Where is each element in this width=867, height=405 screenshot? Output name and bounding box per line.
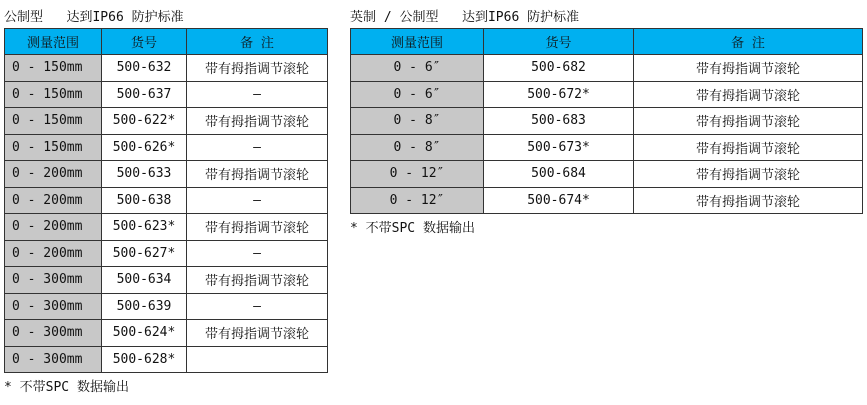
range-cell: 0 - 200mm: [5, 161, 102, 188]
note-cell: —: [187, 240, 328, 267]
table-row: [351, 108, 863, 135]
range-cell: 0 - 300mm: [5, 267, 102, 294]
table-header-row: [5, 29, 328, 55]
part-number-cell: 500-632: [102, 55, 187, 82]
note-cell: 带有拇指调节滚轮: [634, 187, 863, 214]
note-cell: 带有拇指调节滚轮: [187, 320, 328, 347]
range-cell: 0 - 300mm: [5, 293, 102, 320]
note-cell: —: [187, 187, 328, 214]
metric-spec-block: [4, 8, 328, 398]
header-range: 测量范围: [5, 29, 102, 55]
note-cell: 带有拇指调节滚轮: [634, 134, 863, 161]
table-row: [5, 214, 328, 241]
range-cell: 0 - 200mm: [5, 187, 102, 214]
part-number-cell: 500-628*: [102, 346, 187, 373]
imperial-footnote: * 不带SPC 数据输出: [350, 221, 475, 236]
note-cell: 带有拇指调节滚轮: [187, 161, 328, 188]
header-part-number: 货号: [102, 29, 187, 55]
note-cell: —: [187, 293, 328, 320]
range-cell: 0 - 150mm: [5, 81, 102, 108]
note-cell: 带有拇指调节滚轮: [187, 267, 328, 294]
range-cell: 0 - 150mm: [5, 108, 102, 135]
imperial-table-title: 英制 / 公制型 达到IP66 防护标准: [350, 10, 580, 25]
metric-spec-table: [4, 28, 328, 373]
table-row: [5, 293, 328, 320]
range-cell: 0 - 300mm: [5, 346, 102, 373]
part-number-cell: 500-627*: [102, 240, 187, 267]
part-number-cell: 500-674*: [484, 187, 634, 214]
part-number-cell: 500-624*: [102, 320, 187, 347]
note-cell: 带有拇指调节滚轮: [187, 108, 328, 135]
part-number-cell: 500-637: [102, 81, 187, 108]
range-cell: 0 - 200mm: [5, 240, 102, 267]
table-row: [5, 134, 328, 161]
note-cell: 带有拇指调节滚轮: [634, 81, 863, 108]
note-cell: 带有拇指调节滚轮: [187, 214, 328, 241]
note-cell: —: [187, 134, 328, 161]
table-row: [351, 187, 863, 214]
table-header-row: [351, 29, 863, 55]
part-number-cell: 500-633: [102, 161, 187, 188]
table-row: [5, 267, 328, 294]
range-cell: 0 - 200mm: [5, 214, 102, 241]
table-row: [5, 320, 328, 347]
note-cell: 带有拇指调节滚轮: [634, 55, 863, 82]
part-number-cell: 500-683: [484, 108, 634, 135]
note-cell: 带有拇指调节滚轮: [634, 161, 863, 188]
range-cell: 0 - 12″: [351, 187, 484, 214]
part-number-cell: 500-684: [484, 161, 634, 188]
table-row: [351, 134, 863, 161]
part-number-cell: 500-682: [484, 55, 634, 82]
table-row: [5, 161, 328, 188]
table-row: [351, 81, 863, 108]
table-row: [5, 81, 328, 108]
part-number-cell: 500-638: [102, 187, 187, 214]
header-part-number: 货号: [484, 29, 634, 55]
imperial-spec-table: [350, 28, 863, 214]
range-cell: 0 - 6″: [351, 55, 484, 82]
table-row: [5, 55, 328, 82]
range-cell: 0 - 300mm: [5, 320, 102, 347]
range-cell: 0 - 150mm: [5, 134, 102, 161]
range-cell: 0 - 6″: [351, 81, 484, 108]
range-cell: 0 - 12″: [351, 161, 484, 188]
imperial-spec-block: [350, 8, 863, 239]
note-cell: 带有拇指调节滚轮: [187, 55, 328, 82]
table-row: [351, 161, 863, 188]
note-cell: [187, 346, 328, 373]
table-row: [351, 55, 863, 82]
header-note: 备 注: [187, 29, 328, 55]
part-number-cell: 500-673*: [484, 134, 634, 161]
note-cell: 带有拇指调节滚轮: [634, 108, 863, 135]
part-number-cell: 500-634: [102, 267, 187, 294]
range-cell: 0 - 8″: [351, 108, 484, 135]
table-row: [5, 240, 328, 267]
part-number-cell: 500-622*: [102, 108, 187, 135]
metric-table-title: 公制型 达到IP66 防护标准: [4, 10, 184, 25]
table-row: [5, 346, 328, 373]
metric-footnote: * 不带SPC 数据输出: [4, 380, 129, 395]
range-cell: 0 - 8″: [351, 134, 484, 161]
header-range: 测量范围: [351, 29, 484, 55]
table-row: [5, 108, 328, 135]
note-cell: —: [187, 81, 328, 108]
header-note: 备 注: [634, 29, 863, 55]
part-number-cell: 500-639: [102, 293, 187, 320]
part-number-cell: 500-623*: [102, 214, 187, 241]
table-row: [5, 187, 328, 214]
range-cell: 0 - 150mm: [5, 55, 102, 82]
part-number-cell: 500-672*: [484, 81, 634, 108]
part-number-cell: 500-626*: [102, 134, 187, 161]
